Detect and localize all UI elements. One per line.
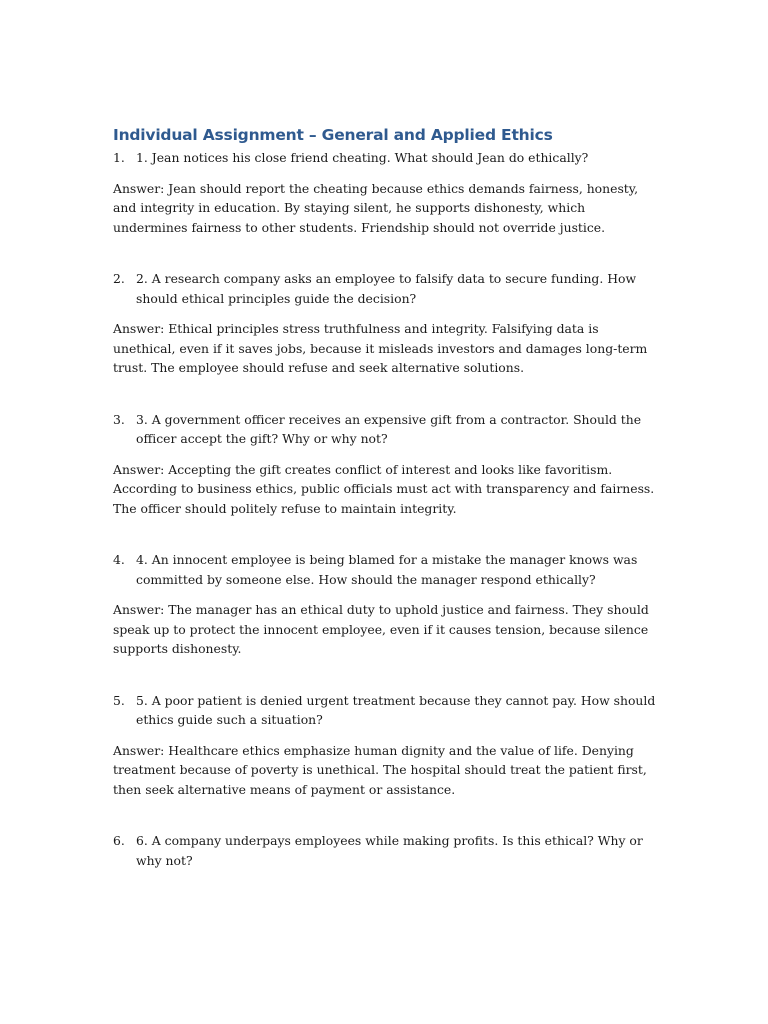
- question-6: [113, 831, 658, 870]
- question-number: 6.: [113, 833, 125, 848]
- answer-text: Answer: Accepting the gift creates conflict of interest and looks like favoritism. According to business ethics, public officials must act with transparency and fairness. The officer should politely refuse to maintain integrity.: [113, 461, 655, 516]
- question-1: [113, 148, 658, 168]
- question-text: 2. A research company asks an employee to falsify data to secure funding. How should ethical principles guide the decision?: [136, 271, 637, 306]
- answer-text: Answer: Healthcare ethics emphasize human dignity and the value of life. Denying treatment because of poverty is unethical. The hospital should treat the patient first, then seek alternative means of payment or assistance.: [113, 742, 647, 797]
- document-body: [113, 124, 658, 902]
- question-5: [113, 691, 658, 730]
- question-block-5: [113, 691, 658, 800]
- answer-text: Answer: Ethical principles stress truthfulness and integrity. Falsifying data is unethical, even if it saves jobs, because it misleads investors and damages long-term trust. The employee should refuse and seek alternative solutions.: [113, 321, 648, 375]
- question-block-2: [113, 269, 658, 378]
- question-4: [113, 550, 658, 589]
- question-number: 5.: [113, 692, 125, 708]
- question-text: 3. A government officer receives an expensive gift from a contractor. Should the officer accept the gift? Why or why not?: [136, 411, 642, 446]
- question-text: 6. A company underpays employees while making profits. Is this ethical? Why or why not?: [136, 833, 643, 868]
- question-block-6: [113, 831, 658, 870]
- question-number: 2.: [113, 271, 125, 286]
- answer-text: Answer: Jean should report the cheating because ethics demands fairness, honesty, and integrity in education. By staying silent, he supports dishonesty, which undermines fairness to other students. Friendship should not override justice.: [113, 180, 639, 235]
- question-number: 4.: [113, 552, 125, 567]
- question-block-1: [113, 148, 658, 237]
- question-text: 1. Jean notices his close friend cheating. What should Jean do ethically?: [136, 150, 589, 165]
- question-2: [113, 269, 658, 308]
- question-text: 4. An innocent employee is being blamed for a mistake the manager knows was committed by someone else. How should the manager respond ethically?: [136, 552, 638, 587]
- question-number: 1.: [113, 150, 125, 165]
- answer-text: Answer: The manager has an ethical duty to uphold justice and fairness. They should speak up to protect the innocent employee, even if it causes tension, because silence supports dishonesty.: [113, 602, 649, 656]
- document-title: Individual Assignment – General and Applied Ethics: [113, 126, 553, 144]
- question-block-4: [113, 550, 658, 659]
- question-block-3: [113, 410, 658, 519]
- question-text: 5. A poor patient is denied urgent treatment because they cannot pay. How should ethics guide such a situation?: [136, 692, 656, 727]
- question-number: 3.: [113, 411, 125, 427]
- question-3: [113, 410, 658, 449]
